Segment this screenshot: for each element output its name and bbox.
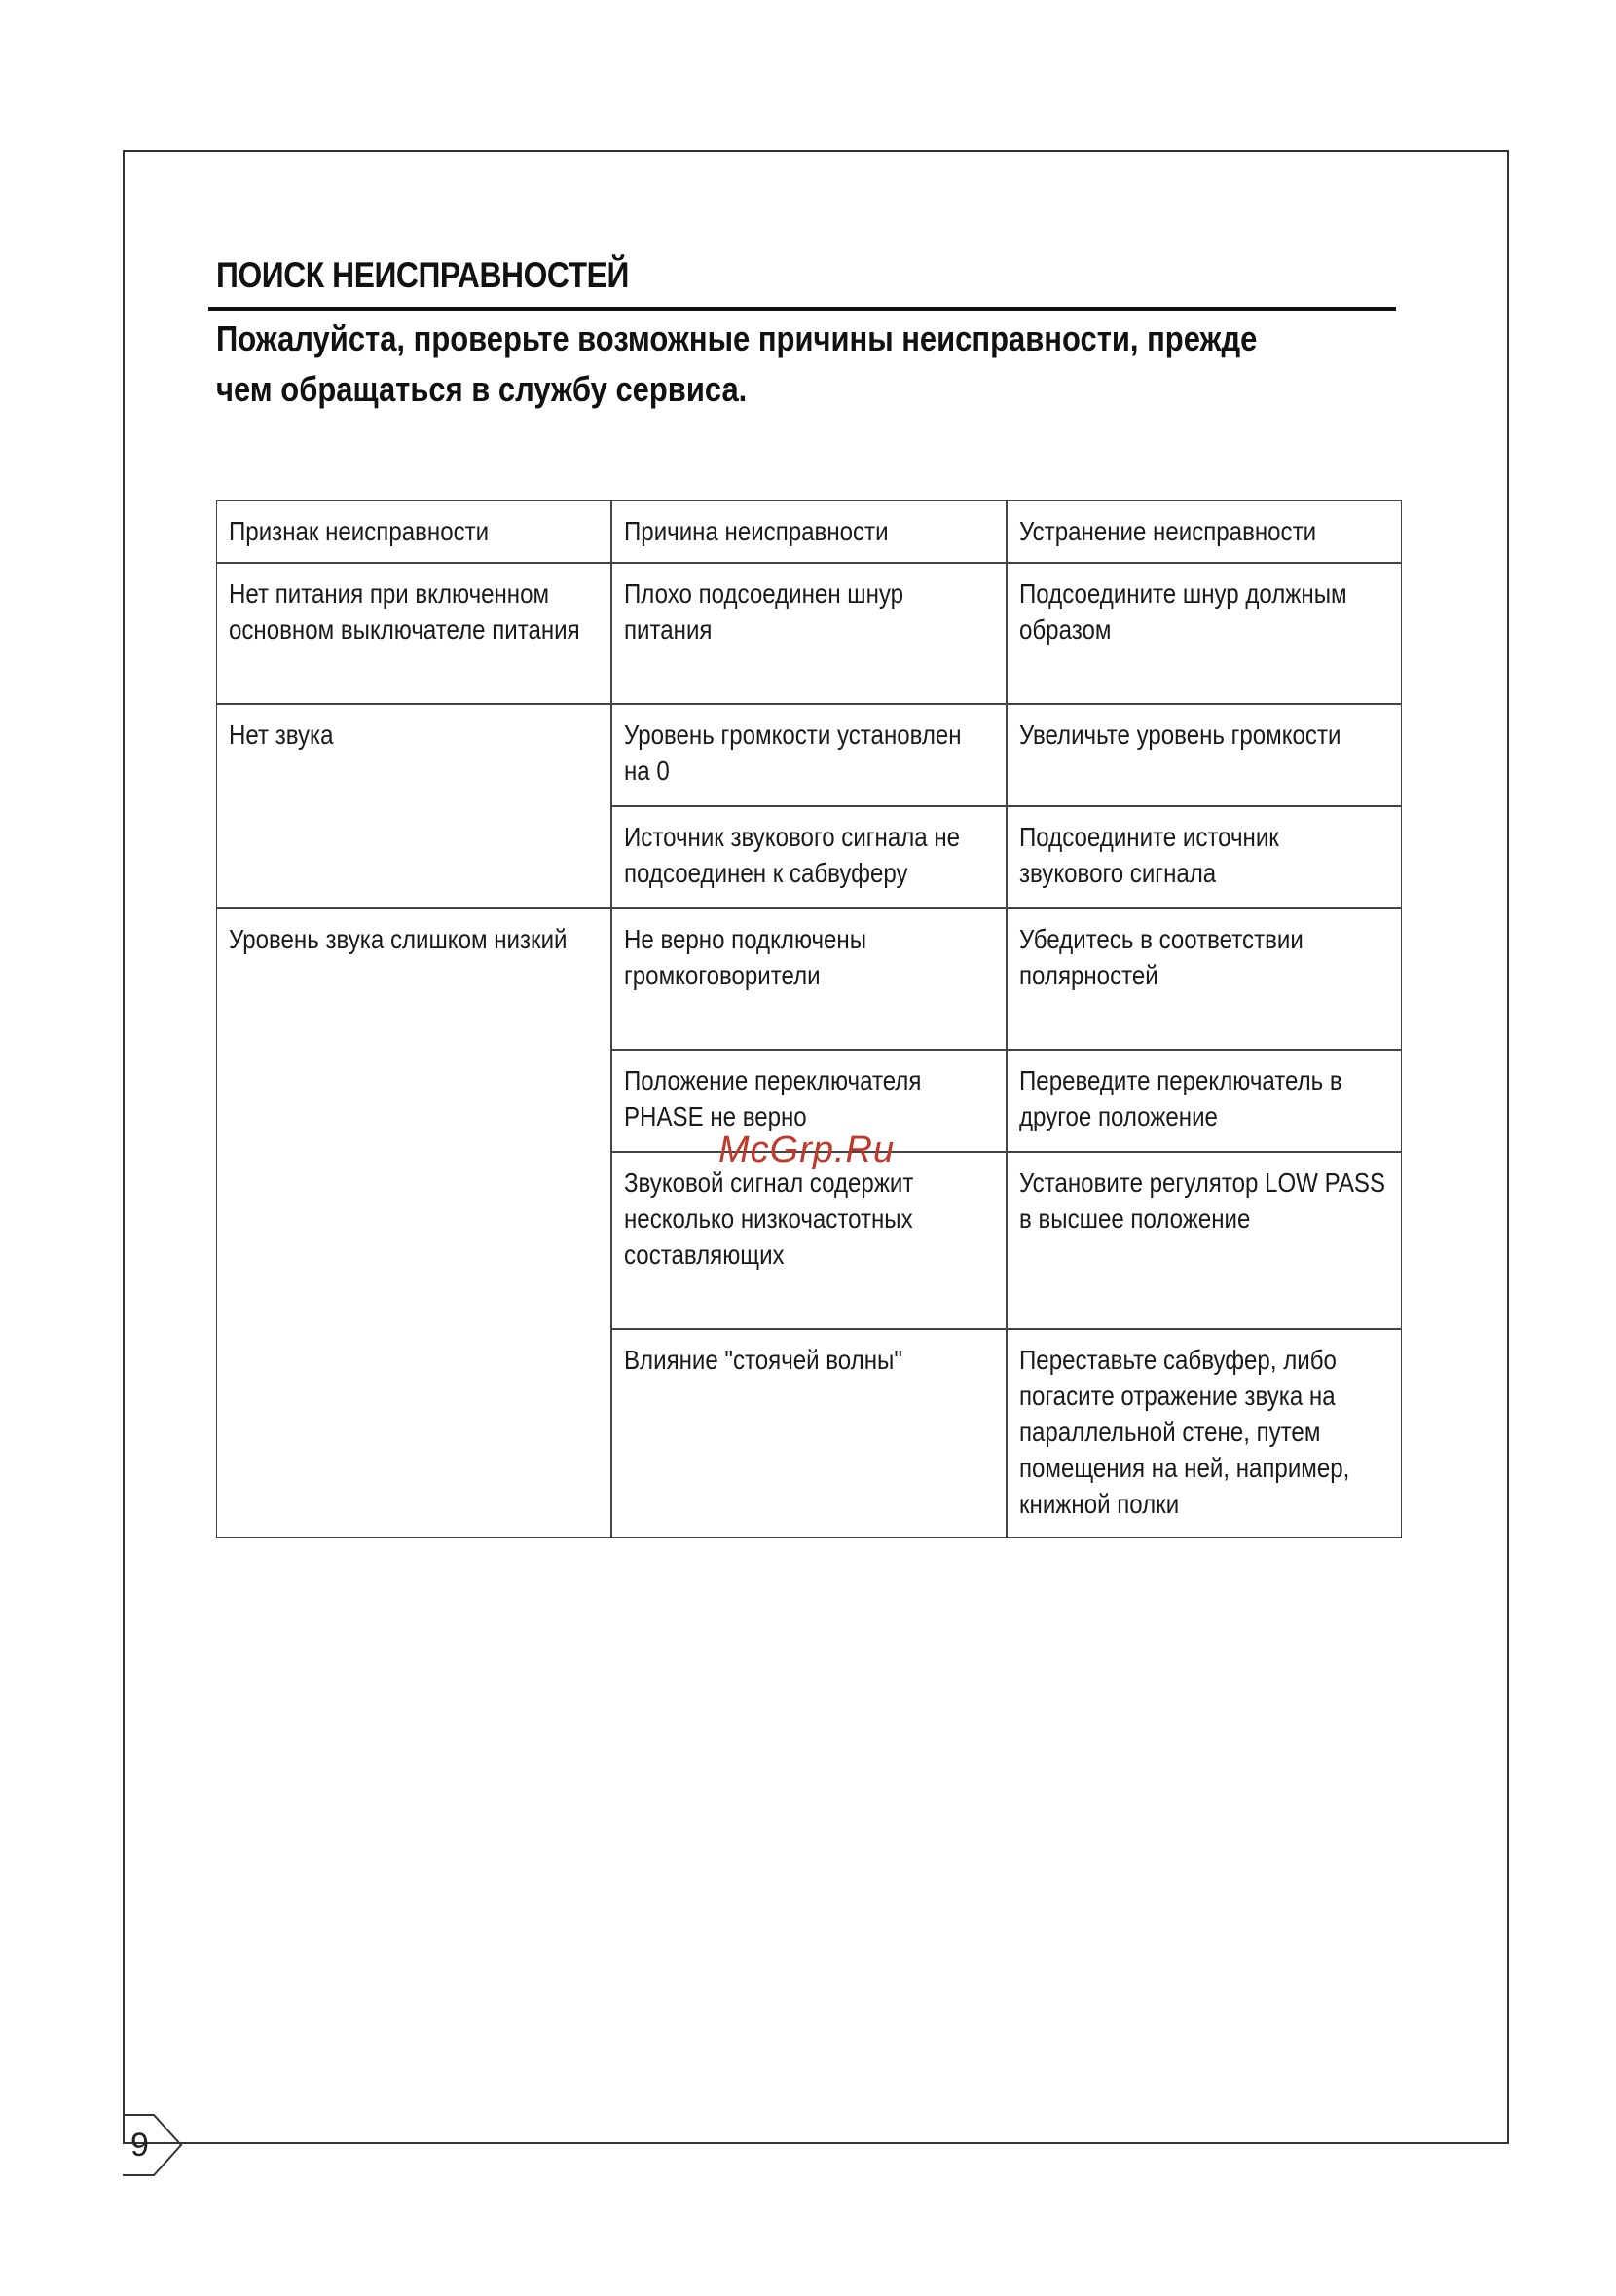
header-fix: Устранение неисправности [1007, 500, 1402, 563]
fix-cell: Увеличьте уровень громкости [1007, 704, 1402, 806]
page-number: 9 [130, 2127, 149, 2164]
fix-cell: Подсоедините источник звукового сигнала [1007, 806, 1402, 908]
fix-cell: Подсоедините шнур должным образом [1007, 563, 1402, 704]
fix-cell: Переставьте сабвуфер, либо погасите отражение звука на параллельной стене, путем помещения на ней, например, книжной полки [1007, 1329, 1402, 1538]
fix-cell: Убедитесь в соответствии полярностей [1007, 908, 1402, 1050]
troubleshooting-table [216, 500, 1402, 1538]
symptom-cell: Нет звука [216, 704, 611, 908]
title-divider [208, 307, 1396, 311]
cause-cell: Плохо подсоединен шнур питания [611, 563, 1007, 704]
header-cause: Причина неисправности [611, 500, 1007, 563]
fix-cell: Переведите переключатель в другое положение [1007, 1050, 1402, 1152]
page-title: ПОИСК НЕИСПРАВНОСТЕЙ [216, 255, 629, 295]
fix-cell: Установите регулятор LOW PASS в высшее положение [1007, 1152, 1402, 1329]
cause-cell: Положение переключателя PHASE не верно [611, 1050, 1007, 1152]
page-number-tab [123, 2113, 183, 2177]
cause-cell: Звуковой сигнал содержит несколько низкочастотных составляющих [611, 1152, 1007, 1329]
cause-cell: Источник звукового сигнала не подсоединен к сабвуферу [611, 806, 1007, 908]
symptom-cell: Уровень звука слишком низкий [216, 908, 611, 1538]
cause-cell: Влияние "стоячей волны" [611, 1329, 1007, 1538]
page-subtitle: Пожалуйста, проверьте возможные причины неисправности, прежде чем обращаться в службу сервиса. [216, 318, 1258, 409]
watermark: McGrp.Ru [718, 1129, 896, 1170]
cause-cell: Уровень громкости установлен на 0 [611, 704, 1007, 806]
cause-cell: Не верно подключены громкоговорители [611, 908, 1007, 1050]
header-symptom: Признак неисправности [216, 500, 611, 563]
symptom-cell: Нет питания при включенном основном выключателе питания [216, 563, 611, 704]
